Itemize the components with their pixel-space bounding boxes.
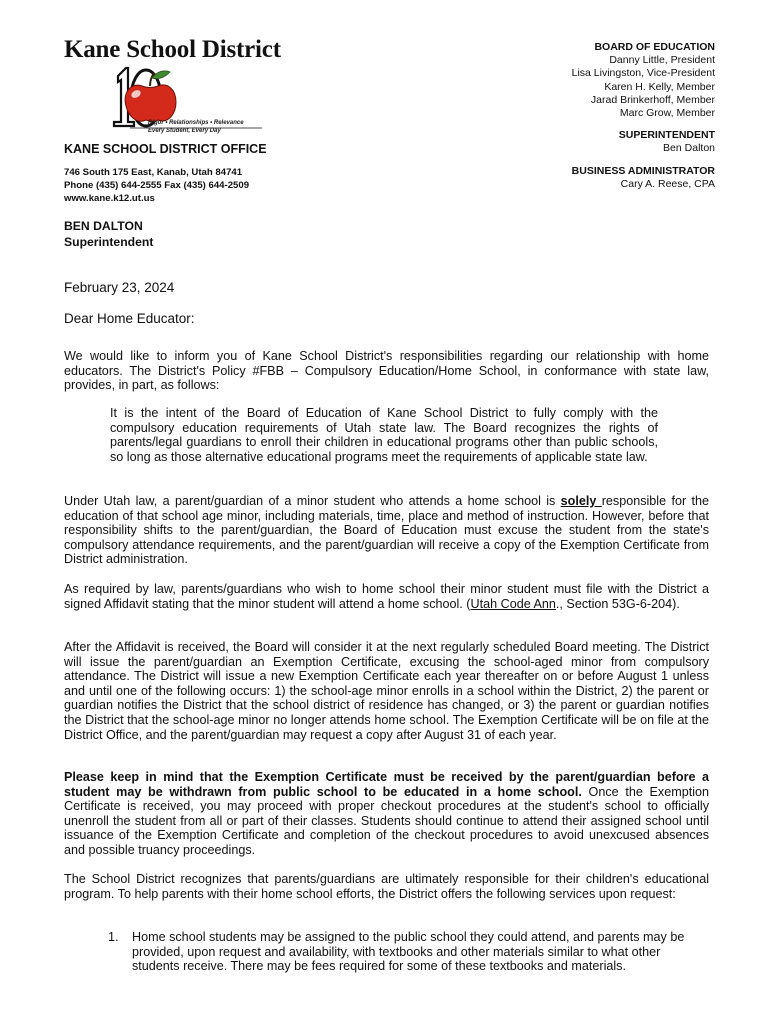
utah-code-link[interactable]: Utah Code Ann: [470, 596, 556, 611]
office-phone-fax: Phone (435) 644-2555 Fax (435) 644-2509: [64, 180, 250, 191]
p3-text-before: As required by law, parents/guardians who wish to home school their minor student must file with the District a signed Affidavit stating that the minor student will attend a home school. (: [64, 582, 709, 611]
list-item-text: Home school students may be assigned to the public school they could attend, and parents may be provided, upon request and availability, with textbooks and other materials similar to what other students receive. There may be fees required for some of these textbooks and materials.: [132, 930, 685, 974]
board-of-education-block: [572, 41, 715, 191]
solely-emphasis: solely: [560, 494, 602, 508]
p5-text-rest: Once the Exemption Certificate is received, you may proceed with proper checkout procedures at the student's school to officially unenroll the student from all or part of their classes. Students should continue to attend their assigned school until issuance of the Exemption Certificate and completion of the checkout procedures to avoid unexcused absences and possible truancy proceedings.: [64, 784, 710, 857]
office-website[interactable]: www.kane.k12.ut.us: [64, 193, 155, 204]
salutation: Dear Home Educator:: [64, 311, 195, 326]
paragraph-utah-law: [64, 494, 709, 567]
signer-block: [64, 218, 153, 250]
signer-title: Superintendent: [64, 235, 154, 249]
business-admin-name: Cary A. Reese, CPA: [620, 177, 715, 190]
p2-text-after: responsible for the education of that school age minor, including materials, time, place and method of instruction. However, before that responsibility shifts to the parent/guardian, the Board of Education must excuse the student from the state's compulsory attendance requirements, and the parent/guardian will receive a copy of the Exemption Certificate from District administration.: [64, 494, 709, 567]
office-address: 746 South 175 East, Kanab, Utah 84741: [64, 167, 243, 178]
p2-text-before: Under Utah law, a parent/guardian of a minor student who attends a home school is: [64, 494, 561, 508]
office-contact: [64, 166, 249, 205]
business-admin-heading: BUSINESS ADMINISTRATOR: [571, 164, 715, 177]
paragraph-exemption-certificate: After the Affidavit is received, the Board will consider it at the next regularly scheduled Board meeting. The District will issue the parent/guardian an Exemption Certificate, excusing the school-aged minor from compulsory attendance. The District will issue a new Exemption Certificate each year thereafter on or before August 1 unless and until one of the following occurs: 1) the school-age minor enrolls in a school within the District, 2) the parent or guardian notifies the District that the school district of residence has changed, or 3) the parent or guardian notifies the District that the school-age minor no longer attends home school. The Exemption Certificate will be on file at the District Office, and the parent/guardian may request a copy after August 31 of each year.: [64, 640, 709, 742]
board-member: Danny Little, President: [609, 54, 715, 67]
p3-text-after: ., Section 53G-6-204).: [555, 596, 680, 611]
policy-quote: It is the intent of the Board of Education of Kane School District to fully comply with the compulsory education requirements of Utah state law. The Board recognizes the rights of parents/legal guardians to enroll their children in educational programs other than public schools, so long as those alternative educational programs meet the requirements of applicable state law.: [110, 406, 658, 464]
paragraph-affidavit: [64, 582, 709, 611]
tagline-line-2: Every Student, Every Day: [148, 127, 221, 134]
list-item-number: 1.: [108, 930, 119, 944]
paragraph-withdrawal-notice: [64, 770, 709, 858]
apple-icon: [125, 71, 176, 122]
district-name: Kane School District: [64, 36, 281, 63]
board-member: Jarad Brinkerhoff, Member: [590, 93, 715, 106]
withdrawal-warning: Please keep in mind that the Exemption Certificate must be received by the parent/guardian before a student may be withdrawn from public school to be educated in a home school.: [64, 770, 709, 799]
board-member: Marc Grow, Member: [619, 107, 715, 120]
paragraph-intro: We would like to inform you of Kane School District's responsibilities regarding our relationship with home educators. The District's Policy #FBB – Compulsory Education/Home School, in conformance with state law, provides, in part, as follows:: [64, 349, 709, 393]
letter-date: February 23, 2024: [64, 280, 175, 295]
office-title: KANE SCHOOL DISTRICT OFFICE: [64, 142, 267, 156]
board-heading: BOARD OF EDUCATION: [594, 41, 715, 53]
superintendent-heading: SUPERINTENDENT: [618, 129, 715, 142]
paragraph-services: The School District recognizes that parents/guardians are ultimately responsible for their children's educational program. To help parents with their home school efforts, the District offers the following services upon request:: [64, 872, 709, 901]
superintendent-name: Ben Dalton: [663, 142, 715, 155]
signer-name: BEN DALTON: [64, 219, 143, 233]
board-member: Lisa Livingston, Vice-President: [571, 67, 715, 80]
board-member: Karen H. Kelly, Member: [604, 80, 715, 93]
list-item: [108, 930, 710, 974]
tagline-line-1: Rigor • Relationships • Relevance: [148, 120, 244, 126]
logo-tagline: [148, 120, 244, 135]
